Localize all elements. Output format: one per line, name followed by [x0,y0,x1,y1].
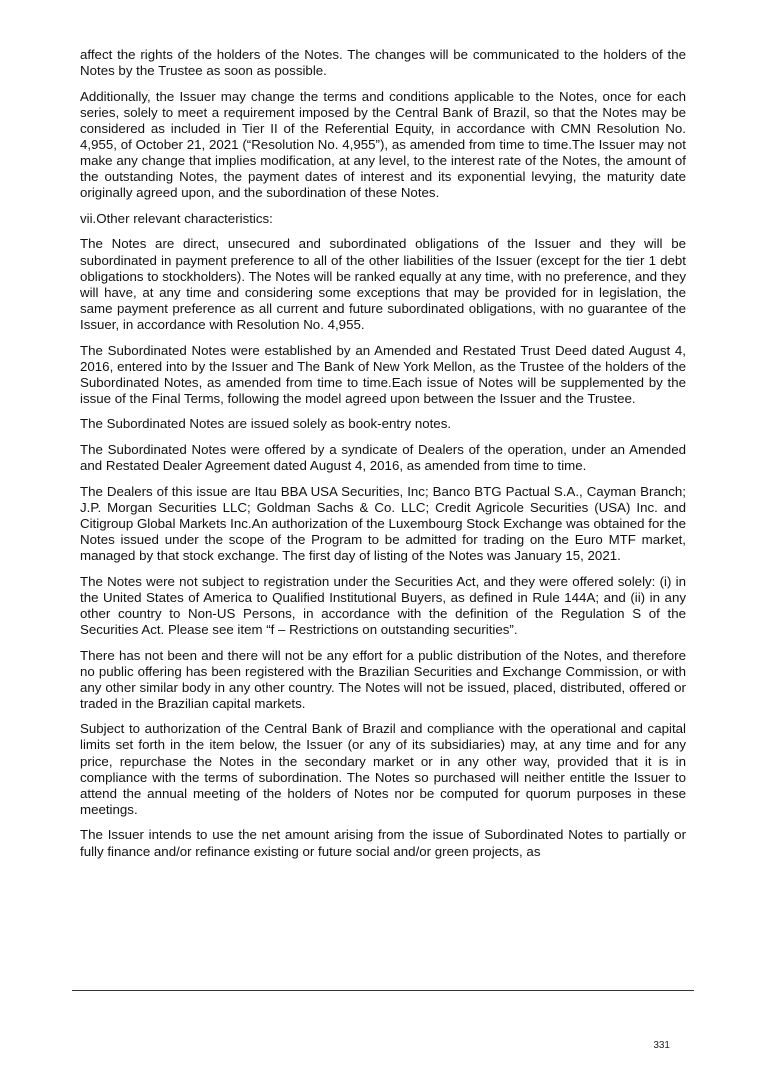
paragraph-dealer-syndicate: The Subordinated Notes were offered by a syndicate of Dealers of the operation, under an Amended and Restated Dealer Agreement dated August 4, 2016, as amended from time to time. [80,441,686,474]
page-number: 331 [653,1040,670,1051]
paragraph-subordinated-obligations: The Notes are direct, unsecured and subordinated obligations of the Issuer and they will be subordinated in payment preference to all of the other liabilities of the Issuer (except for the tier 1 debt obligations to stockholders). The Notes will be ranked equally at any time, with no preference, and they will have, at any time and considering some exceptions that may be provided for in legislation, the same payment preference as all current and future subordinated obligations, with no guarantee of the Issuer, in accordance with Resolution No. 4,955. [80,236,686,332]
paragraph-rights-changes: affect the rights of the holders of the Notes. The changes will be communicated to the holders of the Notes by the Trustee as soon as possible. [80,47,686,79]
paragraph-repurchase: Subject to authorization of the Central Bank of Brazil and compliance with the operational and capital limits set forth in the item below, the Issuer (or any of its subsidiaries) may, at any time and for any price, repurchase the Notes in the secondary market or in any other way, provided that it is in compliance with the terms of subordination. The Notes so purchased will neither entitle the Issuer to attend the annual meeting of the holders of Notes nor be computed for quorum purposes in these meetings. [80,721,686,817]
paragraph-book-entry: The Subordinated Notes are issued solely as book-entry notes. [80,416,452,432]
paragraph-securities-act: The Notes were not subject to registration under the Securities Act, and they were offered solely: (i) in the United States of America to Qualified Institutional Buyers, as defined in Rule 144A; and (ii) in any other country to Non-US Persons, in accordance with the definition of the Regulation S of the Securities Act. Please see item “f – Restrictions on outstanding securities”. [80,573,686,637]
paragraph-no-public-distribution: There has not been and there will not be any effort for a public distribution of the Notes, and therefore no public offering has been registered with the Brazilian Securities and Exchange Commission, or with any other similar body in any other country. The Notes will not be issued, placed, distributed, offered or traded in the Brazilian capital markets. [80,647,686,711]
paragraph-terms-changes: Additionally, the Issuer may change the terms and conditions applicable to the Notes, once for each series, solely to meet a requirement imposed by the Central Bank of Brazil, so that the Notes may be considered as included in Tier II of the Referential Equity, in accordance with CMN Resolution No. 4,955, of October 21, 2021 (“Resolution No. 4,955”), as amended from time to time.The Issuer may not make any change that implies modification, at any level, to the interest rate of the Notes, the amount of the outstanding Notes, the payment dates of interest and its exponential levying, the maturity date originally agreed upon, and the subordination of these Notes. [80,88,686,201]
paragraph-trust-deed: The Subordinated Notes were established by an Amended and Restated Trust Deed dated August 4, 2016, entered into by the Issuer and The Bank of New York Mellon, as the Trustee of the holders of the Subordinated Notes, as amended from time to time.Each issue of Notes will be supplemented by the issue of the Final Terms, following the model agreed upon between the Issuer and the Trustee. [80,342,686,406]
page-body [80,47,686,869]
section-heading-other-characteristics: vii.Other relevant characteristics: [80,210,273,226]
paragraph-dealers-listing: The Dealers of this issue are Itau BBA USA Securities, Inc; Banco BTG Pactual S.A., Cayman Branch; J.P. Morgan Securities LLC; Goldman Sachs & Co. LLC; Credit Agricole Securities (USA) Inc. and Citigroup Global Markets Inc.An authorization of the Luxembourg Stock Exchange was obtained for the Notes issued under the scope of the Program to be admitted for trading on the Euro MTF market, managed by that stock exchange. The first day of listing of the Notes was January 15, 2021. [80,483,686,564]
footer-rule [72,990,694,991]
paragraph-use-of-proceeds: The Issuer intends to use the net amount arising from the issue of Subordinated Notes to partially or fully finance and/or refinance existing or future social and/or green projects, as [80,827,686,859]
